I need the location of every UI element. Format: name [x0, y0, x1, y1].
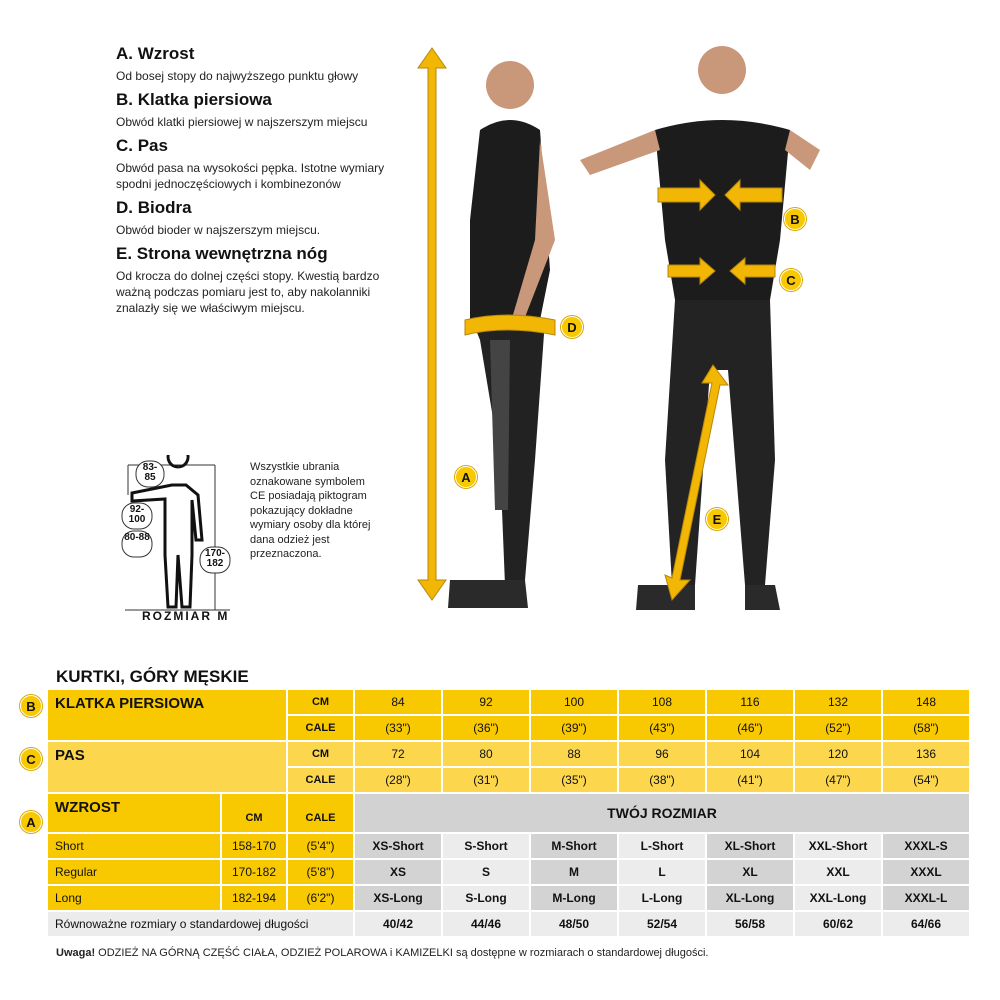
waist-cm: 96: [619, 742, 705, 766]
chest-in: (33"): [355, 716, 441, 740]
size-cell: XXXL-L: [883, 886, 969, 910]
equivalent-size: 52/54: [619, 912, 705, 936]
note-label: Uwaga!: [56, 947, 96, 959]
unit-in: CALE: [288, 716, 353, 740]
legend-desc: Obwód bioder w najszerszym miejscu.: [116, 223, 321, 237]
legend-title: E. Strona wewnętrzna nóg: [116, 244, 328, 263]
waist-cm-row: [48, 742, 969, 766]
equivalent-row: [48, 912, 969, 936]
height-in: (6'2"): [288, 886, 353, 910]
legend-item: [116, 198, 416, 238]
equivalent-size: 44/46: [443, 912, 529, 936]
marker-e: E: [706, 508, 728, 530]
chest-cm: 132: [795, 690, 881, 714]
height-header-row: [48, 794, 969, 832]
height-name: Long: [48, 886, 220, 910]
chest-cm: 84: [355, 690, 441, 714]
pictogram-waist-1: 92-100: [128, 504, 146, 525]
height-row: [48, 860, 969, 884]
waist-cm: 104: [707, 742, 793, 766]
chest-label: KLATKA PIERSIOWA: [48, 690, 286, 740]
chest-cm: 116: [707, 690, 793, 714]
note-text: ODZIEŻ NA GÓRNĄ CZĘŚĆ CIAŁA, ODZIEŻ POLAROWA i KAMIZELKI są dostępne w rozmiarach o standardowej długości.: [95, 947, 709, 959]
size-cell: S: [443, 860, 529, 884]
marker-b: B: [784, 208, 806, 230]
equivalent-size: 60/62: [795, 912, 881, 936]
waist-in: (31"): [443, 768, 529, 792]
chest-in: (58"): [883, 716, 969, 740]
height-in: (5'8"): [288, 860, 353, 884]
legend-item: [116, 44, 416, 84]
height-label: WZROST: [48, 794, 220, 832]
height-name: Regular: [48, 860, 220, 884]
size-cell: M-Short: [531, 834, 617, 858]
legend-desc: Obwód pasa na wysokości pępka. Istotne wymiary spodni jednoczęściowych i kombinezonów: [116, 161, 385, 191]
table-title: KURTKI, GÓRY MĘSKIE: [56, 667, 249, 686]
legend-item: [116, 136, 416, 192]
waist-cm: 120: [795, 742, 881, 766]
chest-in: (36"): [443, 716, 529, 740]
chest-cm: 100: [531, 690, 617, 714]
waist-in: (41"): [707, 768, 793, 792]
marker-d: D: [561, 316, 583, 338]
chest-cm-row: [48, 690, 969, 714]
waist-in: (38"): [619, 768, 705, 792]
legend-desc: Od krocza do dolnej części stopy. Kwestią bardzo ważną podczas pomiaru jest to, aby nakolanniki znalazły się we właściwym miejscu.: [116, 269, 380, 315]
legend-title: A. Wzrost: [116, 44, 195, 63]
size-cell: M-Long: [531, 886, 617, 910]
size-cell: L: [619, 860, 705, 884]
ce-note: Wszystkie ubrania oznakowane symbolem CE posiadają piktogram pokazujący dokładne wymiary osoby dla której dana odzież jest przeznaczona.: [250, 461, 371, 560]
chest-in: (39"): [531, 716, 617, 740]
equivalent-size: 48/50: [531, 912, 617, 936]
height-cm: 170-182: [222, 860, 286, 884]
pictogram-caption: ROZMIAR M: [142, 609, 230, 623]
marker-c: C: [780, 269, 802, 291]
size-cell: XXL-Long: [795, 886, 881, 910]
chest-cm: 108: [619, 690, 705, 714]
size-cell: L-Short: [619, 834, 705, 858]
waist-cm: 72: [355, 742, 441, 766]
height-name: Short: [48, 834, 220, 858]
equivalent-size: 64/66: [883, 912, 969, 936]
chest-in: (46"): [707, 716, 793, 740]
unit-cm: CM: [222, 794, 286, 832]
size-cell: M: [531, 860, 617, 884]
size-cell: XXXL-S: [883, 834, 969, 858]
model-photos: [410, 40, 830, 620]
your-size-header: TWÓJ ROZMIAR: [355, 794, 969, 832]
height-in: (5'4"): [288, 834, 353, 858]
unit-cm: CM: [288, 742, 353, 766]
legend-item: [116, 90, 416, 130]
badge-c: C: [20, 748, 42, 770]
size-cell: XS-Short: [355, 834, 441, 858]
size-cell: S-Short: [443, 834, 529, 858]
waist-in: (35"): [531, 768, 617, 792]
waist-in: (47"): [795, 768, 881, 792]
legend-item: [116, 244, 416, 316]
chest-cm: 148: [883, 690, 969, 714]
waist-in: (54"): [883, 768, 969, 792]
size-table: [46, 688, 971, 938]
size-cell: S-Long: [443, 886, 529, 910]
equivalent-size: 40/42: [355, 912, 441, 936]
legend-desc: Obwód klatki piersiowej w najszerszym miejscu: [116, 115, 368, 129]
waist-in: (28"): [355, 768, 441, 792]
waist-label: PAS: [48, 742, 286, 792]
size-cell: XXL-Short: [795, 834, 881, 858]
size-cell: XL-Short: [707, 834, 793, 858]
height-row: [48, 886, 969, 910]
waist-cm: 88: [531, 742, 617, 766]
legend-desc: Od bosej stopy do najwyższego punktu głowy: [116, 69, 359, 83]
chest-in: (43"): [619, 716, 705, 740]
measurement-legend: [116, 44, 416, 322]
size-cell: XS-Long: [355, 886, 441, 910]
unit-in: CALE: [288, 794, 353, 832]
size-cell: XXXL: [883, 860, 969, 884]
equivalent-label: Równoważne rozmiary o standardowej długości: [48, 912, 353, 936]
pictogram-height: 170-182: [204, 548, 225, 569]
unit-cm: CM: [288, 690, 353, 714]
marker-a: A: [455, 466, 477, 488]
waist-cm: 136: [883, 742, 969, 766]
unit-in: CALE: [288, 768, 353, 792]
legend-title: C. Pas: [116, 136, 168, 155]
footer-note: [56, 947, 708, 959]
size-cell: XL: [707, 860, 793, 884]
size-cell: XS: [355, 860, 441, 884]
size-cell: XXL: [795, 860, 881, 884]
equivalent-size: 56/58: [707, 912, 793, 936]
height-row: [48, 834, 969, 858]
waist-cm: 80: [443, 742, 529, 766]
pictogram-waist-2: 80-88: [124, 532, 150, 543]
badge-a: A: [20, 811, 42, 833]
chest-in: (52"): [795, 716, 881, 740]
size-cell: L-Long: [619, 886, 705, 910]
height-cm: 182-194: [222, 886, 286, 910]
pictogram-chest: 83-85: [142, 462, 158, 483]
chest-cm: 92: [443, 690, 529, 714]
size-cell: XL-Long: [707, 886, 793, 910]
height-cm: 158-170: [222, 834, 286, 858]
legend-title: B. Klatka piersiowa: [116, 90, 272, 109]
badge-b: B: [20, 695, 42, 717]
legend-title: D. Biodra: [116, 198, 192, 217]
